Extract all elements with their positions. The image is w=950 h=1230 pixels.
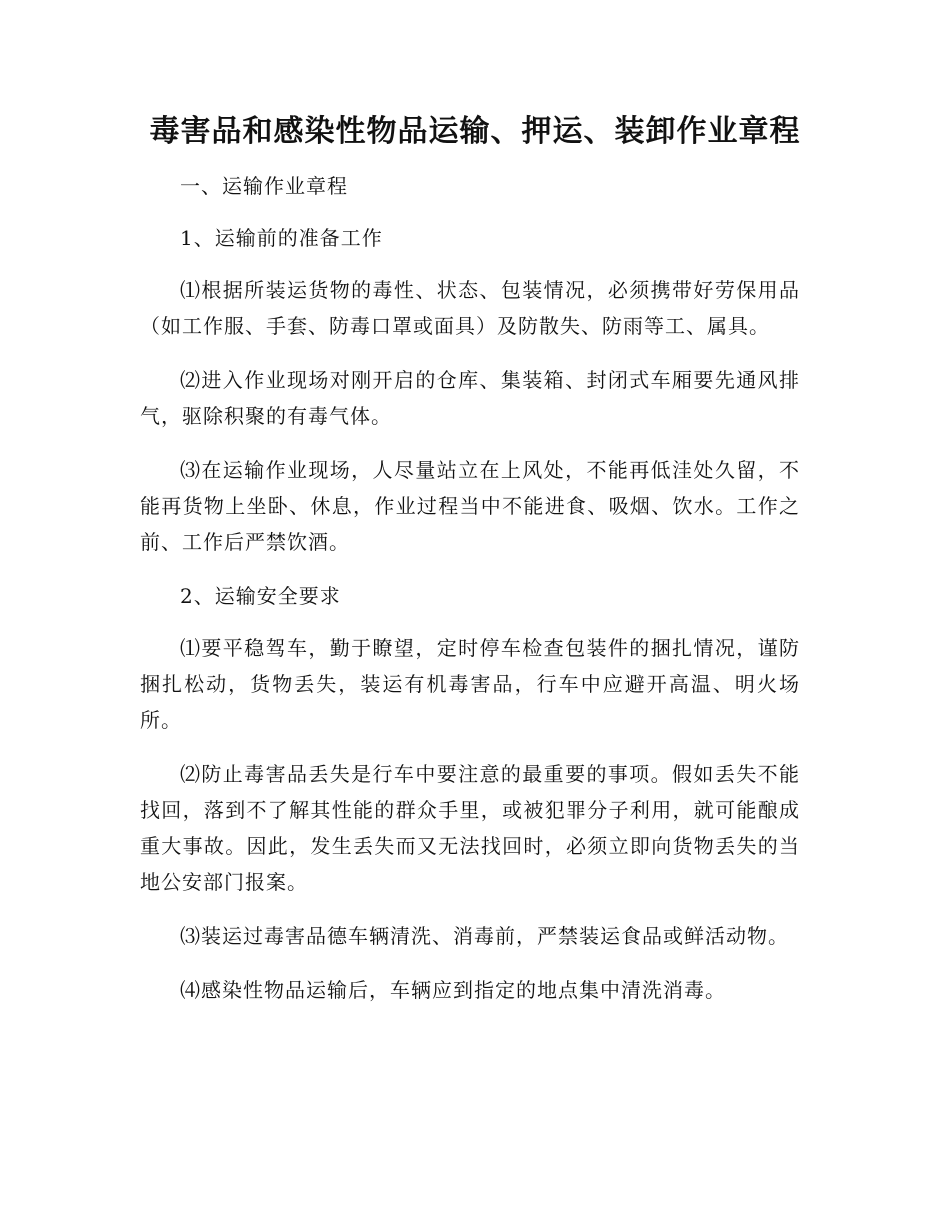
paragraph-disinfection: ⑷感染性物品运输后，车辆应到指定的地点集中清洗消毒。 [180,978,726,1002]
paragraph-protective-equipment: ⑴根据所装运货物的毒性、状态、包装情况，必须携带好劳保用品（如工作服、手套、防毒口罩或面具）及防散失、防雨等工、属具。 [140,278,800,338]
document-title: 毒害品和感染性物品运输、押运、装卸作业章程 [149,114,801,149]
document-body [140,168,800,1026]
paragraph-loss-prevention: ⑵防止毒害品丢失是行车中要注意的最重要的事项。假如丢失不能找回，落到不了解其性能的群众手里，或被犯罪分子利用，就可能酿成重大事故。因此，发生丢失而又无法找回时，必须立即向货物丢失的当地公安部门报案。 [140,762,800,894]
paragraph-site-conduct: ⑶在运输作业现场，人尽量站立在上风处，不能再低洼处久留，不能再货物上坐卧、休息，作业过程当中不能进食、吸烟、饮水。工作之前、工作后严禁饮酒。 [140,458,800,554]
subsection-heading-safety-requirements: 2、运输安全要求 [180,584,341,608]
paragraph-driving: ⑴要平稳驾车，勤于瞭望，定时停车检查包装件的捆扎情况，谨防捆扎松动，货物丢失，装运有机毒害品，行车中应避开高温、明火场所。 [140,636,800,732]
paragraph-ventilation: ⑵进入作业现场对刚开启的仓库、集装箱、封闭式车厢要先通风排气，驱除积聚的有毒气体。 [140,368,800,428]
subsection-heading-preparation: 1、运输前的准备工作 [180,226,383,250]
paragraph-vehicle-cleaning: ⑶装运过毒害品德车辆清洗、消毒前，严禁装运食品或鲜活动物。 [180,924,789,948]
section-heading-transport-rules: 一、运输作业章程 [180,174,348,198]
